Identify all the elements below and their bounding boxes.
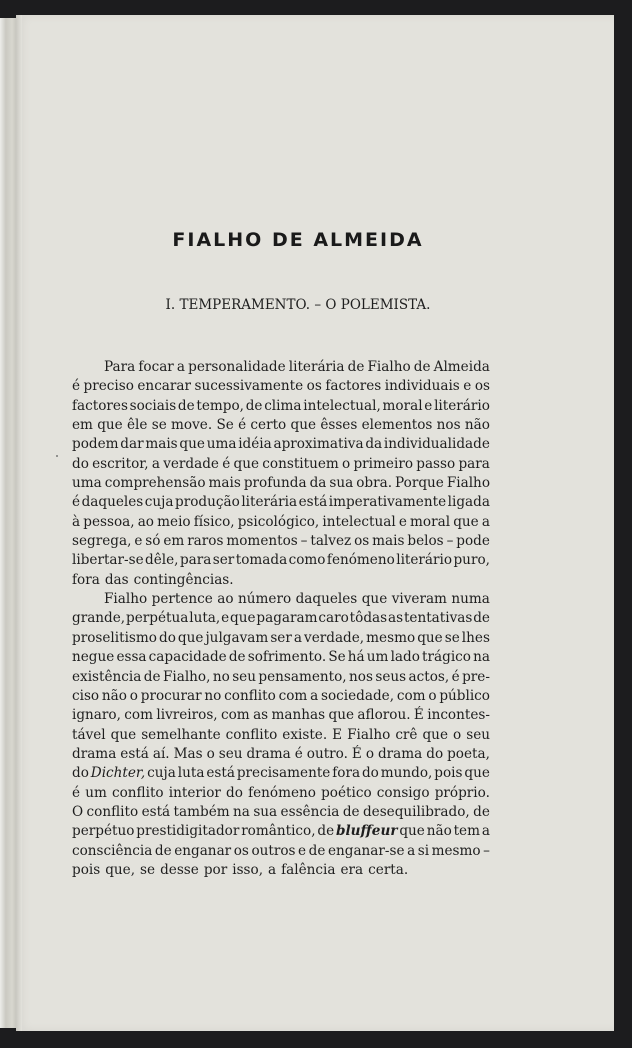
text-line: fora das contingências. xyxy=(72,571,234,588)
facing-page-shadow xyxy=(0,18,6,1028)
text-line: ciso não o procurar no conflito com a sociedade, com o público xyxy=(72,687,490,704)
chapter-title: FIALHO DE ALMEIDA xyxy=(172,229,424,251)
text-line: é preciso encarar sucessivamente os factores individuais e os xyxy=(72,378,490,395)
book-page xyxy=(16,15,614,1031)
text-line: Para focar a personalidade literária de Fialho de Almeida xyxy=(104,359,490,375)
text-line: do escritor, a verdade é que constituem o primeiro passo para xyxy=(72,455,490,472)
text-line: tável que semelhante conflito existe. E Fialho crê que o seu xyxy=(72,726,490,743)
text-line: existência de Fialho, no seu pensamento, nos seus actos, é pre- xyxy=(72,668,490,685)
text-line: ignaro, com livreiros, com as manhas que aflorou. É incontes- xyxy=(72,707,490,724)
paper-speck xyxy=(56,455,58,457)
text-line: à pessoa, ao meio físico, psicológico, intelectual e moral que a xyxy=(72,513,490,530)
text-line: é um conflito interior do fenómeno poético consigo próprio. xyxy=(72,784,490,801)
text-line: perpétuo prestidigitador romântico, de bluffeur que não tem a xyxy=(72,823,490,840)
text-line: grande, perpétua luta, e que pagaram caro tôdas as tentativas de xyxy=(72,610,490,627)
text-line: libertar-se dêle, para ser tomada como fenómeno literário puro, xyxy=(72,552,490,569)
text-line: podem dar mais que uma idéia aproximativa da individualidade xyxy=(72,436,490,453)
text-line: consciência de enganar os outros e de enganar-se a si mesmo – xyxy=(72,842,490,859)
text-line: O conflito está também na sua essência de desequilibrado, de xyxy=(72,803,490,820)
text-line: segrega, e só em raros momentos – talvez os mais belos – pode xyxy=(72,533,490,550)
text-line: em que êle se move. Se é certo que êsses elementos nos não xyxy=(72,417,490,434)
text-line: proselitismo do que julgavam ser a verdade, mesmo que se lhes xyxy=(72,629,490,646)
text-line: é daqueles cuja produção literária está imperativamente ligada xyxy=(72,494,490,511)
text-line: factores sociais de tempo, de clima intelectual, moral e literário xyxy=(72,397,490,414)
text-line: negue essa capacidade de sofrimento. Se há um lado trágico na xyxy=(72,649,490,666)
body-text xyxy=(72,358,490,880)
section-heading: I. TEMPERAMENTO. – O POLEMISTA. xyxy=(165,297,431,313)
text-line: Fialho pertence ao número daqueles que viveram numa xyxy=(104,591,490,608)
text-line: drama está aí. Mas o seu drama é outro. É o drama do poeta, xyxy=(72,745,490,762)
text-line: do Dichter, cuja luta está precisamente fora do mundo, pois que xyxy=(72,765,490,782)
text-line: uma comprehensão mais profunda da sua obra. Porque Fialho xyxy=(72,475,490,492)
text-line: pois que, se desse por isso, a falência era certa. xyxy=(72,861,409,878)
